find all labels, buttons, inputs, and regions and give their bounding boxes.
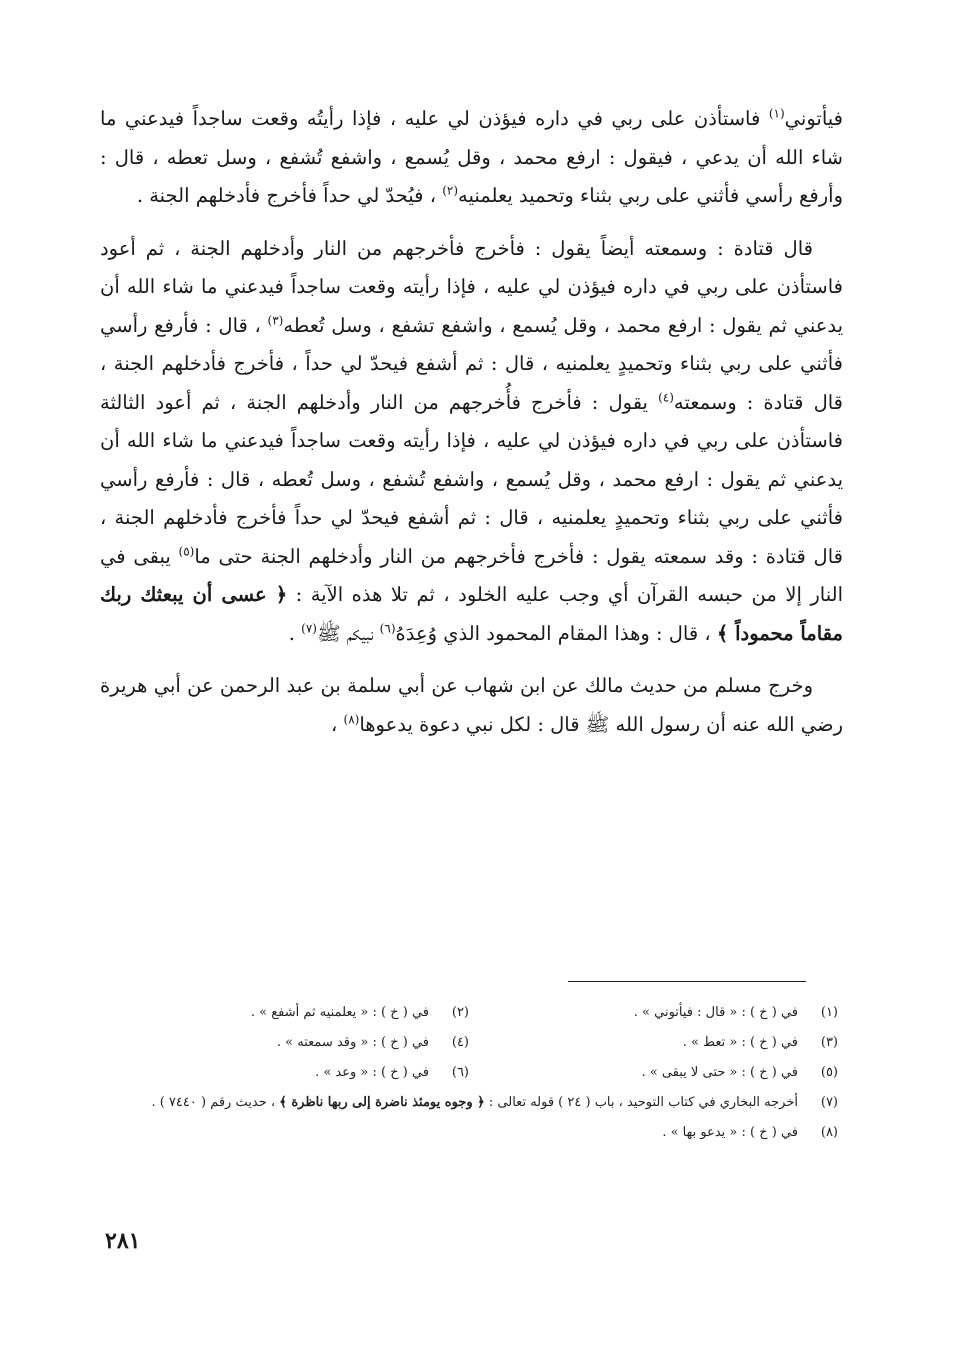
footnote-6 [100,1058,469,1088]
paragraph-1 [100,100,843,216]
footnote-number: (٢) [451,1005,469,1020]
text-run: قال قتادة : وسمعته أيضاً يقول : فأخرج فأخرجهم من النار وأدخلهم الجنة ، ثم أعود فاستأذن على ربي في داره فيؤذن لي عليه ، فإذا رأيته وقعت ساجداً فيدعني ما شاء الله أن يدعني ثم يقول : ارفع محمد ، وقل يُسمع ، واشفع تشفع ، وسل تُعطه [100,236,844,337]
footnote-1 [469,998,838,1028]
footnote-5 [469,1058,838,1088]
text-run: ، قال : وهذا المقام المحمود الذي وُعِدَهُ [395,621,717,645]
footnote-number: (٧) [820,1095,838,1110]
footnote-reference: (٥) [178,544,195,558]
footnote-reference: (٣) [267,313,284,327]
footnote-number: (٦) [451,1065,469,1080]
footnote-reference: (٤) [658,390,674,404]
footnote-number: (١) [820,1005,838,1020]
footnote-row [100,998,838,1028]
footnote-reference: (٦) [379,621,396,635]
footnote-number: (٨) [820,1125,838,1140]
footnote-7-text-b: ، حديث رقم ( ٧٤٤٠ ) . [151,1095,276,1110]
footnote-separator [568,981,806,982]
footnote-text [100,1088,798,1118]
footnote-reference: (٧) [301,621,317,635]
text-run: ، قال : فأرفع رأسي فأثني على ربي بثناء وتحميدٍ يعلمنيه ، قال : ثم أشفع فيحدّ لي حداً ، فأخرج فأدخلهم الجنة ، قال قتادة : وسمعته [100,313,843,414]
footnote-4 [100,1028,469,1058]
footnote-7-text-a: أخرجه البخاري في كتاب التوحيد ، باب ( ٢٤ ) قوله تعالى : [484,1095,798,1110]
footnote-text: في ( خ ) : « يدعو بها » . [662,1125,798,1140]
footnote-text: في ( خ ) : « قال : فيأتوني » . [633,1005,798,1020]
footnote-number: (٤) [451,1035,469,1050]
quran-verse: ﴿ عسى أن يبعثك ربك مقاماً محموداً ﴾ [100,583,843,645]
footnote-reference: (١) [768,106,785,121]
text-run: نبيكم ﷺ [316,621,380,645]
footnote-reference: (٢) [442,183,459,198]
footnote-text: في ( خ ) : « يعلمنيه ثم أشفع » . [250,1005,429,1020]
footnote-3 [469,1028,838,1058]
footnote-7-quran-quote: ﴿ وجوه يومئذ ناضرة إلى ربها ناظرة ﴾ [279,1095,485,1110]
text-run: فيأتوني [784,107,843,130]
footnote-7 [100,1088,838,1118]
footnote-number: (٣) [820,1035,838,1050]
footnote-row [100,1058,838,1088]
footnotes [100,998,838,1148]
text-run: ، فيُحدّ لي حداً فأخرج فأدخلهم الجنة . [136,184,443,207]
text-run: يقول : فأخرج فأُخرجهم من النار وأدخلهم الجنة ، ثم أعود الثالثة فاستأذن على ربي في داره فيؤذن لي عليه ، فإذا رأيته وقعت ساجداً فيدعني ما شاء الله أن يدعني ثم يقول : ارفع محمد ، وقل يُسمع ، واشفع تُشفع ، وسل تُعطه ، قال : فأرفع رأسي فأثني على ربي بثناء وتحميدٍ يعلمنيه ، قال : ثم أشفع فيحدّ لي حداً فأخرج فأدخلهم الجنة ، قال قتادة : وقد سمعته يقول : فأخرج فأخرجهم من النار وأدخلهم الجنة حتى ما [100,390,843,568]
footnote-text: في ( خ ) : « وقد سمعته » . [276,1035,429,1050]
text-run: فاستأذن على ربي في داره فيؤذن لي عليه ، فإذا رأيتُه وقعت ساجداً فيدعني ما شاء الله أن يدعي ، فيقول : ارفع محمد ، وقل يُسمع ، واشفع تُشفع ، وسل تعطه ، قال : وأرفع رأسي فأثني على ربي بثناء وتحميد يعلمنيه [100,107,843,207]
footnote-text: في ( خ ) : « حتى لا يبقى » . [641,1065,798,1080]
text-run: يبقى في النار إلا من حبسه القرآن أي وجب عليه الخلود ، ثم تلا هذه الآية : [100,544,843,606]
main-text [100,100,843,744]
text-run: ، [331,712,344,736]
paragraph-2 [100,230,843,654]
footnote-text: في ( خ ) : « وعد » . [315,1065,429,1080]
footnote-8 [100,1118,838,1148]
footnote-2 [100,998,469,1028]
text-run: . [288,621,302,645]
text-run: وخرج مسلم من حديث مالك عن ابن شهاب عن أبي سلمة بن عبد الرحمن عن أبي هريرة رضي الله عنه أن رسول الله ﷺ قال : لكل نبي دعوة يدعوها [100,674,843,736]
page-number: ٢٨١ [105,1228,141,1254]
footnote-row [100,1028,838,1058]
footnote-reference: (٨) [343,712,360,726]
footnote-number: (٥) [820,1065,838,1080]
paragraph-3 [100,667,843,744]
footnote-text: في ( خ ) : « تعط » . [682,1035,798,1050]
